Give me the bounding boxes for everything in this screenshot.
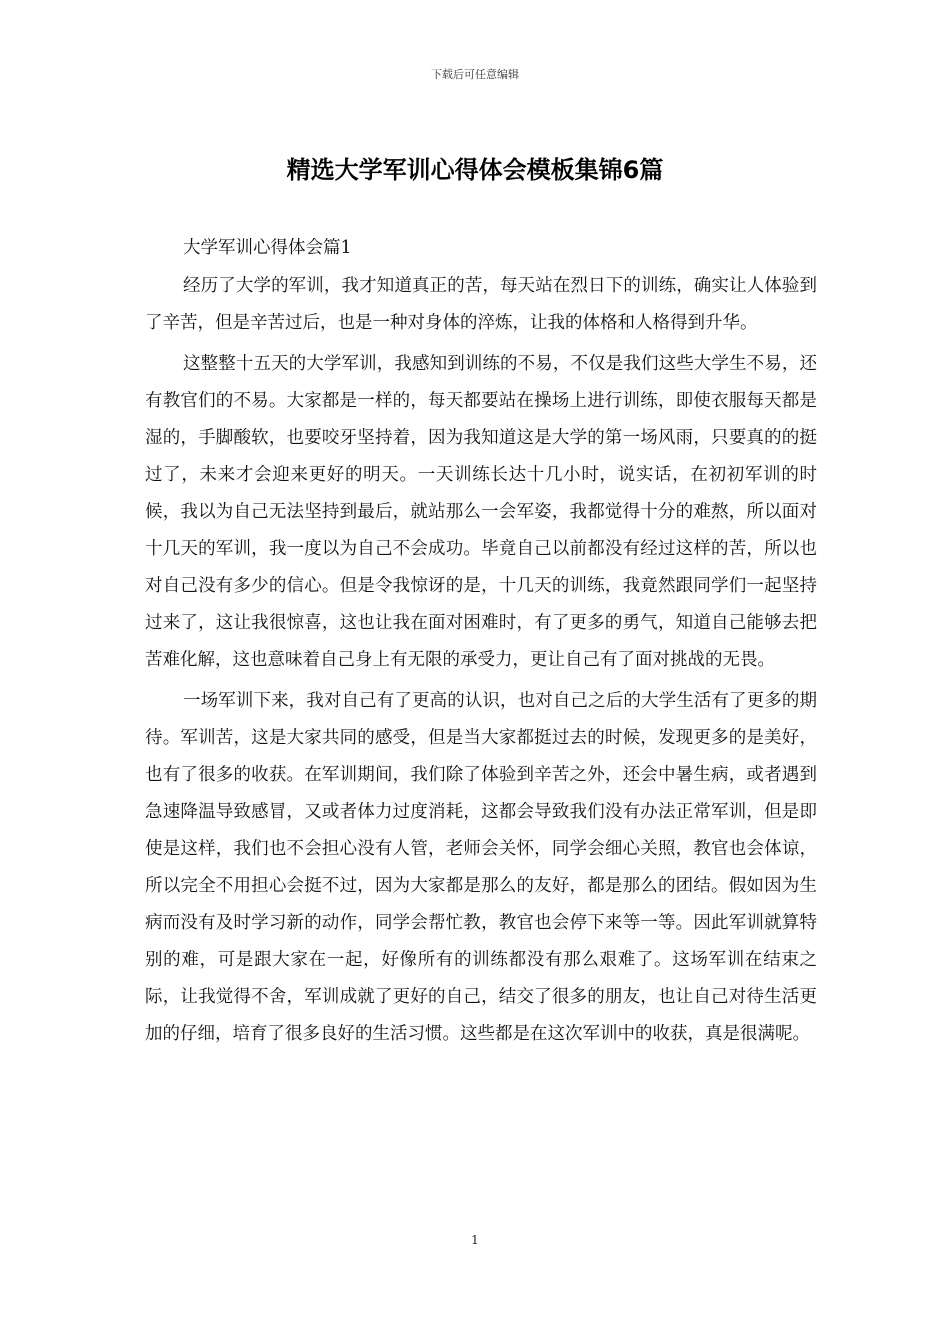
paragraph-2: 这整整十五天的大学军训，我感知到训练的不易，不仅是我们这些大学生不易，还有教官们的不易。大家都是一样的，每天都要站在操场上进行训练，即使衣服每天都是湿的，手脚酸软，也要咬牙坚持着，因为我知道这是大学的第一场风雨，只要真的的挺过了，未来才会迎来更好的明天。一天训练长达十几小时，说实话，在初初军训的时候，我以为自己无法坚持到最后，就站那么一会军姿，我都觉得十分的难熬，所以面对十几天的军训，我一度以为自己不会成功。毕竟自己以前都没有经过这样的苦，所以也对自己没有多少的信心。但是令我惊讶的是，十几天的训练，我竟然跟同学们一起坚持过来了，这让我很惊喜，这也让我在面对困难时，有了更多的勇气，知道自己能够去把苦难化解，这也意味着自己身上有无限的承受力，更让自己有了面对挑战的无畏。: [145, 354, 817, 670]
document-title: 精选大学军训心得体会模板集锦6篇: [286, 156, 664, 184]
paragraph-3: 一场军训下来，我对自己有了更高的认识，也对自己之后的大学生活有了更多的期待。军训苦，这是大家共同的感受，但是当大家都挺过去的时候，发现更多的是美好，也有了很多的收获。在军训期间，我们除了体验到辛苦之外，还会中暑生病，或者遇到急速降温导致感冒，又或者体力过度消耗，这都会导致我们没有办法正常军训，但是即使是这样，我们也不会担心没有人管，老师会关怀，同学会细心关照，教官也会体谅，所以完全不用担心会挺不过，因为大家都是那么的友好，都是那么的团结。假如因为生病而没有及时学习新的动作，同学会帮忙教，教官也会停下来等一等。因此军训就算特别的难，可是跟大家在一起，好像所有的训练都没有那么艰难了。这场军训在结束之际，让我觉得不舍，军训成就了更好的自己，结交了很多的朋友，也让自己对待生活更加的仔细，培育了很多良好的生活习惯。这些都是在这次军训中的收获，真是很满呢。: [145, 691, 817, 1044]
document-body: [145, 232, 817, 1057]
paragraph-1: 经历了大学的军训，我才知道真正的苦，每天站在烈日下的训练，确实让人体验到了辛苦，但是辛苦过后，也是一种对身体的淬炼，让我的体格和人格得到升华。: [145, 276, 817, 333]
header-note: 下载后可任意编辑: [431, 68, 519, 81]
page-number: 1: [471, 1233, 479, 1247]
section-heading: 大学军训心得体会篇1: [183, 238, 352, 258]
